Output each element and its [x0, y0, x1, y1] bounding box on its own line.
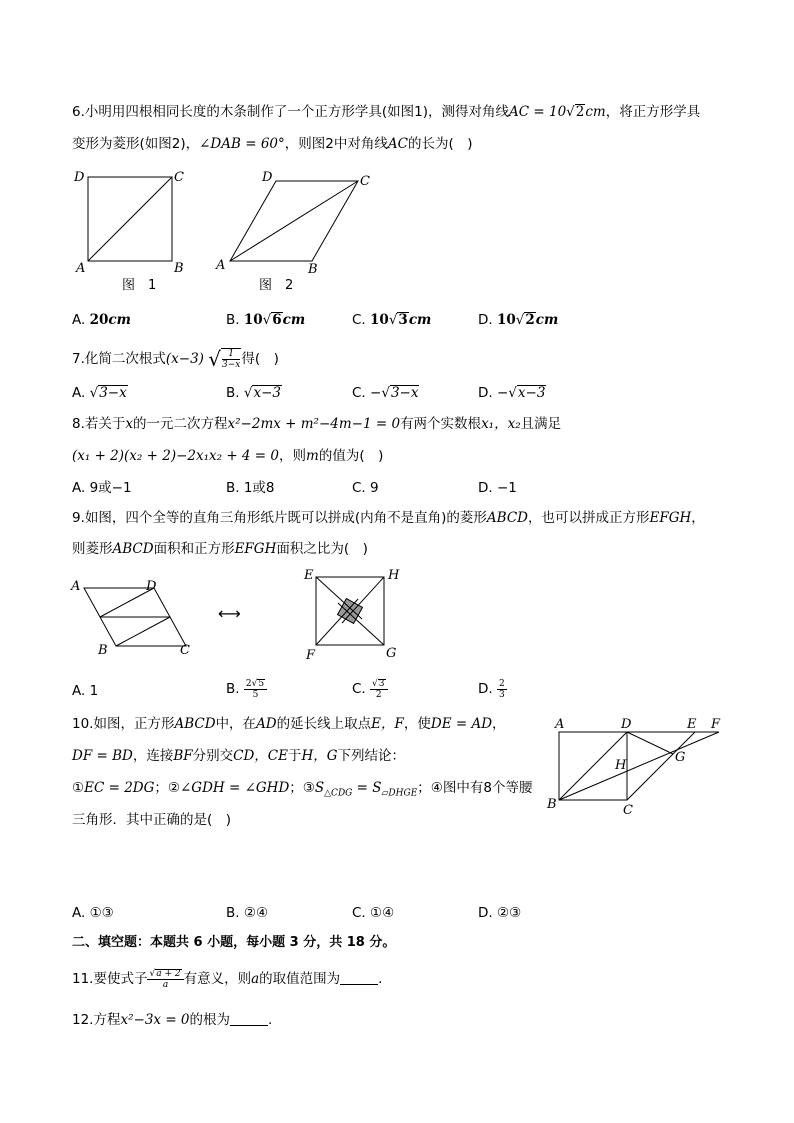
q7-frac-num: 1: [222, 349, 240, 360]
q7-frac-den: 3−x: [222, 360, 241, 370]
q10-ef: E，F: [371, 716, 404, 732]
line-dg: [627, 732, 673, 754]
q9-option-d[interactable]: [478, 676, 507, 702]
label-f: F: [306, 648, 316, 663]
label-c: C: [623, 803, 633, 818]
q10-cd-ce: CD，CE: [233, 748, 288, 764]
label-e: E: [304, 568, 314, 583]
option-radicand: 3: [398, 312, 408, 328]
q10-de-eq: DE = AD: [430, 716, 493, 732]
option-letter: D.: [478, 681, 493, 697]
q11-end: .: [378, 971, 383, 987]
label-d: D: [74, 170, 85, 185]
q10-text-e: ，: [492, 716, 506, 732]
q7-text: 7.化简二次根式: [72, 351, 166, 367]
q7-expr: (x−3): [165, 351, 204, 367]
label-c: C: [360, 174, 370, 189]
q7-sqrt-sign: √: [208, 347, 221, 371]
q12-answer-blank[interactable]: [230, 1011, 268, 1026]
q9-text-b: ，也可以拼成正方形: [528, 510, 650, 526]
option-value: 10: [243, 312, 263, 328]
q10-text-h: 于: [287, 748, 302, 764]
q11-text-b: 有意义，则: [183, 971, 252, 987]
q10-c3-sub1: △CDG: [324, 788, 353, 799]
option-letter: D.: [478, 385, 493, 401]
q10-c2-math: ∠GDH = ∠GHD: [180, 780, 290, 796]
label-b: B: [98, 643, 108, 658]
q8-text-f: 的值为( ): [318, 448, 384, 464]
sqrt-sign: √: [388, 312, 398, 328]
q11-text: 11.要使式子: [72, 971, 148, 987]
q6-text: 6.小明用四根相同长度的木条制作了一个正方形学具(如图1)，测得对角线: [72, 104, 510, 120]
q10-text-b: 中，在: [215, 716, 257, 732]
q8-equation: x²−2mx + m²−4m−1 = 0: [227, 416, 401, 432]
frac-num: 2: [498, 678, 505, 689]
double-arrow: ⟷: [218, 604, 241, 623]
option-unit: cm: [408, 312, 432, 328]
q11-var: a: [251, 971, 260, 987]
num-radicand: 3: [378, 678, 385, 689]
q10-option-c[interactable]: C. ①④: [352, 905, 395, 921]
q10-text-g: 分别交: [192, 748, 234, 764]
option-unit: cm: [535, 312, 559, 328]
q12-text-b: 的根为: [189, 1012, 231, 1028]
num-radicand: 5: [258, 678, 265, 689]
q8-option-b[interactable]: B. 1或8: [226, 480, 275, 496]
option-sign: −: [496, 385, 509, 401]
q9-efgh: EFGH: [649, 510, 692, 526]
diagonal-ac: [230, 181, 358, 261]
q10-text-f: ，连接: [132, 748, 174, 764]
q10-df-eq: DF = BD: [72, 748, 133, 764]
q6-line1: [72, 102, 700, 122]
q6-option-b[interactable]: [226, 310, 305, 330]
q9-option-c[interactable]: [352, 676, 388, 702]
q9-text-f: 面积之比为( ): [276, 541, 368, 557]
sqrt-sign: √: [381, 385, 390, 401]
q11-text-c: 的取值范围为: [259, 971, 341, 987]
q7-option-a[interactable]: [72, 383, 128, 403]
option-letter: B.: [226, 681, 240, 697]
q9-text-d: 则菱形: [72, 541, 113, 557]
q8-line2: [72, 446, 383, 466]
diagonal-ac: [88, 177, 172, 261]
q12-line: [72, 1010, 272, 1030]
q8-m: m: [306, 448, 319, 464]
label-c: C: [180, 643, 190, 658]
inner-line-3: [116, 617, 170, 646]
q6-text-c: 变形为菱形(如图2)，: [72, 136, 200, 152]
q8-text-b: 的一元二次方程: [133, 416, 228, 432]
option-letter: A.: [72, 385, 86, 401]
q6-figure-2: [212, 165, 382, 295]
q6-unit: cm: [585, 104, 606, 120]
q10-line4: 三角形．其中正确的是( ): [72, 812, 232, 828]
q6-option-d[interactable]: [478, 310, 558, 330]
q8-text-e: ，则: [279, 448, 307, 464]
label-b: B: [547, 797, 557, 812]
q6-text-b: ，将正方形学具: [605, 104, 701, 120]
q10-abcd: ABCD: [174, 716, 216, 732]
q10-text-c: 的延长线上取点: [276, 716, 372, 732]
option-letter: B.: [226, 312, 240, 328]
option-letter: C.: [352, 385, 366, 401]
option-unit: cm: [108, 312, 131, 328]
q10-line1: [72, 714, 506, 734]
q11-radicand: a + 2: [156, 968, 181, 979]
label-a: A: [76, 261, 86, 276]
q7-option-b[interactable]: [226, 383, 282, 403]
label-b: B: [308, 262, 318, 277]
q9-rhombus-figure: [70, 572, 200, 662]
label-a: A: [555, 717, 565, 732]
q10-bf: BF: [173, 748, 193, 764]
shaded-center-square: [334, 595, 366, 627]
option-letter: B.: [226, 385, 240, 401]
q9-line1: [72, 508, 705, 528]
q10-line2: [72, 746, 405, 766]
q8-option-c[interactable]: C. 9: [352, 480, 379, 496]
q10-c2: ；②: [154, 780, 180, 796]
option-letter: C.: [352, 681, 366, 697]
q9-option-b[interactable]: [226, 676, 267, 702]
option-fraction: [370, 679, 387, 700]
label-a: A: [71, 579, 81, 594]
frac-den: 5: [252, 689, 259, 700]
label-c: C: [174, 170, 184, 185]
q9-abcd: ABCD: [486, 510, 528, 526]
q6-option-c[interactable]: [352, 310, 431, 330]
option-sign: −: [370, 385, 382, 401]
q8-condition: (x₁ + 2)(x₂ + 2)−2x₁x₂ + 4 = 0: [72, 448, 280, 464]
q9-text-e: 面积和正方形: [153, 541, 235, 557]
q11-frac-den: a: [162, 979, 169, 990]
frac-num: √3: [370, 679, 387, 690]
q6-line2: [72, 134, 473, 154]
option-radicand: 3−x: [99, 385, 127, 401]
q8-x: x: [125, 416, 134, 432]
label-a: A: [216, 258, 226, 273]
q8-text-c: 有两个实数根: [400, 416, 482, 432]
q12-equation: x²−3x = 0: [120, 1012, 190, 1028]
sqrt-sign: √: [243, 385, 253, 401]
q9-square-figure: [300, 565, 410, 665]
label-h: H: [615, 758, 627, 773]
q6-sqrt-sign: √: [566, 104, 575, 120]
q8-line1: [72, 414, 561, 434]
option-fraction: [497, 679, 507, 700]
line-bf: [559, 732, 719, 800]
q12-end: .: [268, 1012, 273, 1028]
label-b: B: [174, 261, 184, 276]
q10-text-i: 下列结论：: [337, 748, 406, 764]
q10-text: 10.如图，正方形: [72, 716, 175, 732]
fig2-caption: 图 2: [259, 278, 294, 293]
option-value: 20: [89, 312, 109, 328]
num-coeff: 2: [245, 678, 252, 689]
q10-c3-sub2: ▱DHGE: [381, 788, 418, 799]
q6-ac-eq: AC = 10: [509, 104, 567, 120]
q10-c1-math: EC = 2DG: [84, 780, 155, 796]
q10-c3: ；③: [289, 780, 315, 796]
q7-line: [72, 347, 279, 371]
q10-line3: [72, 778, 532, 804]
q9-text-c: ，: [691, 510, 705, 526]
q6-text-d: ，则图2中对角线: [284, 136, 388, 152]
option-fraction: [244, 679, 267, 700]
q8-roots: x₁，x₂: [481, 416, 521, 432]
q10-option-b[interactable]: B. ②④: [226, 905, 269, 921]
sqrt-sign: √: [508, 385, 517, 401]
option-unit: cm: [282, 312, 306, 328]
q6-figure-1: [70, 165, 200, 295]
q10-figure: [545, 712, 735, 822]
q8-option-d[interactable]: D. −1: [478, 480, 517, 496]
option-radicand: 6: [272, 312, 282, 328]
q10-text-d: ，使: [403, 716, 431, 732]
option-radicand: 2: [525, 312, 535, 328]
q9-abcd-2: ABCD: [112, 541, 154, 557]
q9-line2: [72, 539, 368, 559]
section-2-heading: 二、填空题：本题共 6 小题，每小题 3 分，共 18 分。: [72, 935, 396, 950]
q11-answer-blank[interactable]: [340, 970, 378, 985]
option-value: 10: [496, 312, 516, 328]
frac-num: 2√5: [244, 679, 267, 690]
q9-text: 9.如图，四个全等的直角三角形纸片既可以拼成(内角不是直角)的菱形: [72, 510, 487, 526]
label-f: F: [711, 717, 721, 732]
q10-c3-s1: S: [314, 780, 325, 796]
label-d: D: [262, 170, 273, 185]
q6-text-e: 的长为( ): [407, 136, 473, 152]
q10-c4: ；④图中有8个等腰: [417, 780, 533, 796]
option-radicand: x−3: [253, 385, 281, 401]
q7-fraction: [221, 348, 241, 370]
label-g: G: [675, 750, 686, 765]
q8-option-a[interactable]: A. 9或−1: [72, 480, 132, 496]
q10-hg: H，G: [301, 748, 338, 764]
q6-radicand: 2: [575, 104, 585, 120]
option-letter: A.: [72, 312, 86, 328]
label-d: D: [146, 579, 157, 594]
label-e: E: [687, 717, 697, 732]
q10-c1: ①: [72, 780, 85, 796]
q6-option-a[interactable]: [72, 310, 131, 330]
frac-den: 2: [375, 689, 382, 700]
q10-ad: AD: [256, 716, 277, 732]
q6-ac: AC: [387, 136, 408, 152]
q8-text-d: 且满足: [520, 416, 562, 432]
option-radicand: 3−x: [390, 385, 419, 401]
q7-option-d[interactable]: [478, 383, 546, 403]
option-letter: C.: [352, 312, 366, 328]
q8-text: 8.若关于: [72, 416, 126, 432]
sqrt-sign: √: [515, 312, 525, 328]
fig1-caption: 图 1: [122, 278, 157, 293]
q10-option-a[interactable]: A. ①③: [72, 905, 114, 921]
q7-suffix: 得( ): [241, 351, 279, 367]
q9-efgh-2: EFGH: [234, 541, 277, 557]
sqrt-sign: √: [89, 385, 99, 401]
label-h: H: [388, 568, 400, 583]
q10-c3-s2: = S: [352, 780, 382, 796]
q7-option-c[interactable]: [352, 383, 419, 403]
option-radicand: x−3: [517, 385, 546, 401]
q12-text: 12.方程: [72, 1012, 121, 1028]
line-ce: [627, 732, 695, 800]
q11-fraction: [147, 969, 183, 990]
q11-line: [72, 966, 382, 992]
label-d: D: [621, 717, 632, 732]
q6-angle: ∠DAB = 60°: [199, 136, 285, 152]
frac-den: 3: [498, 689, 505, 700]
q11-frac-num: √a + 2: [147, 969, 183, 980]
option-value: 10: [370, 312, 389, 328]
sqrt-sign: √: [262, 312, 272, 328]
label-g: G: [386, 646, 397, 661]
q10-option-d[interactable]: D. ②③: [478, 905, 522, 921]
option-letter: D.: [478, 312, 493, 328]
q9-option-a[interactable]: A. 1: [72, 683, 99, 699]
